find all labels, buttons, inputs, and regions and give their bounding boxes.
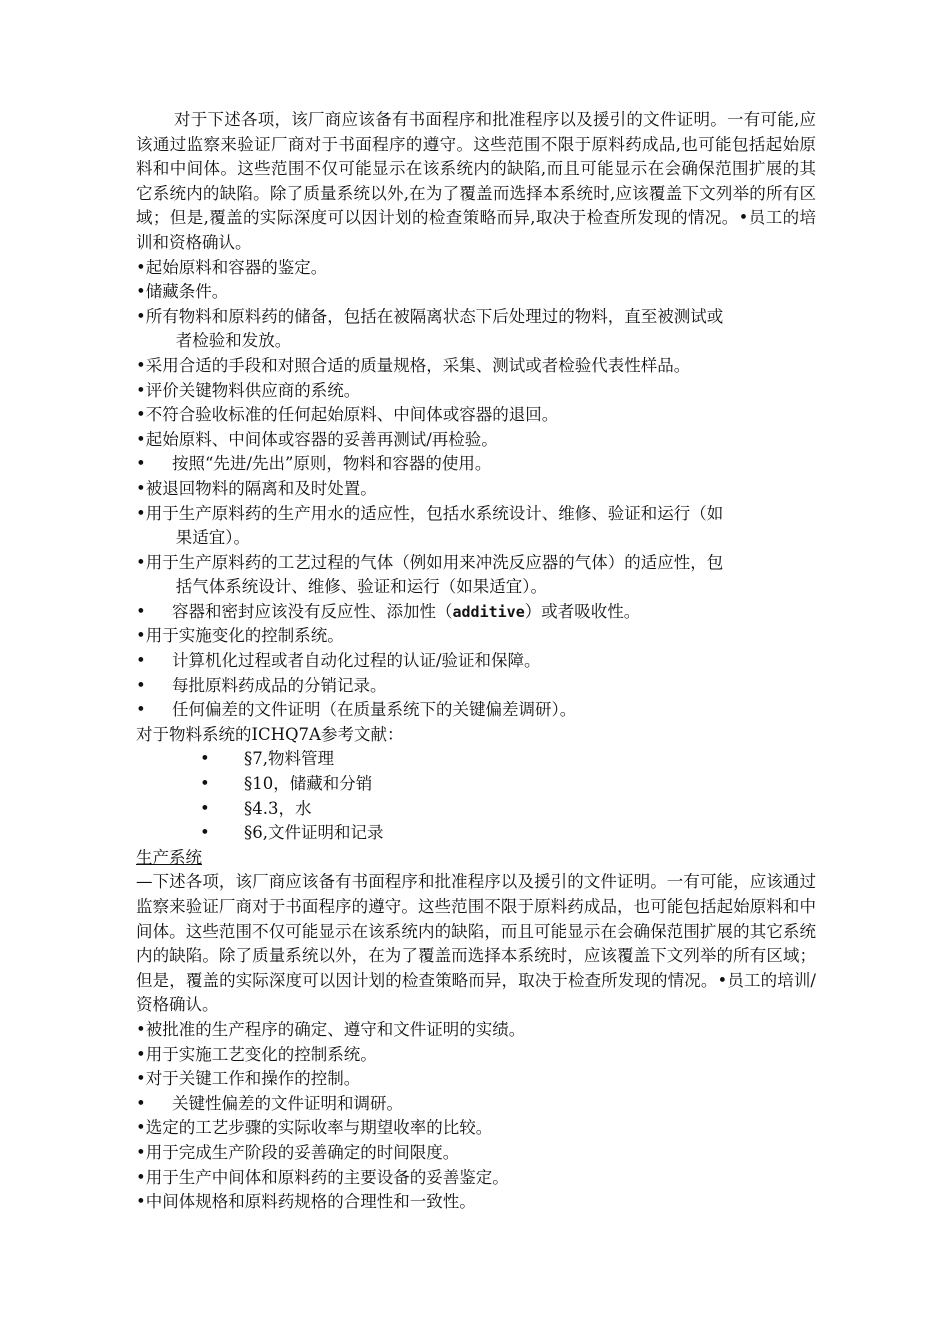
list-item: • 用于生产原料药的生产用水的适应性，包括水系统设计、维修、验证和运行（如 果适宜）。 <box>136 503 724 548</box>
reference-item: • §10，储藏和分销 <box>200 774 373 794</box>
section-heading: 生产系统 <box>136 847 202 867</box>
list-item: • 中间体规格和原料药规格的合理性和一致性。 <box>136 1192 476 1212</box>
list-item: • 被批准的生产程序的确定、遵守和文件证明的实绩。 <box>136 1019 526 1039</box>
list-item: • 对于关键工作和操作的控制。 <box>136 1069 361 1089</box>
section1-intro: 对于下述各项，该厂商应该备有书面程序和批准程序以及援引的文件证明。一有可能,应该通过监察来验证厂商对于书面程序的遵守。这些范围不限于原料药成品,也可能包括起始原料和中间体。这些范围不仅可能显示在该系统内的缺陷,而且可能显示在会确保范围扩展的其它系统内的缺陷。除了质量系统以外,在为了覆盖而选择本系统时,应该覆盖下文列举的所有区域；但是,覆盖的实际深度可以因计划的检查策略而异,取决于检查所发现的情况。•员工的培训和资格确认。 <box>136 110 816 252</box>
list-item: • 每批原料药成品的分销记录。 <box>136 675 387 695</box>
reference-item: • §7,物料管理 <box>200 749 334 769</box>
list-item: • 计算机化过程或者自动化过程的认证/验证和保障。 <box>136 651 541 671</box>
list-item: • 用于实施工艺变化的控制系统。 <box>136 1044 377 1064</box>
list-item: • 用于生产中间体和原料药的主要设备的妥善鉴定。 <box>136 1167 509 1187</box>
list-item: • 起始原料、中间体或容器的妥善再测试/再检验。 <box>136 429 498 449</box>
document-page <box>136 108 816 1215</box>
list-item: • 不符合验收标准的任何起始原料、中间体或容器的退回。 <box>136 405 559 425</box>
list-item: • 按照“先进/先出”原则，物料和容器的使用。 <box>136 454 492 474</box>
list-item: • 容器和密封应该没有反应性、添加性（additive）或者吸收性。 <box>136 601 641 621</box>
list-item: • 储藏条件。 <box>136 282 229 302</box>
list-item: • 被退回物料的隔离和及时处置。 <box>136 478 377 498</box>
list-item: • 用于完成生产阶段的妥善确定的时间限度。 <box>136 1142 460 1162</box>
reference-title: 对于物料系统的ICHQ7A参考文献： <box>136 724 404 744</box>
list-item: • 所有物料和原料药的储备，包括在被隔离状态下后处理过的物料，直至被测试或 者检验和发放。 <box>136 306 724 351</box>
list-item: • 任何偏差的文件证明（在质量系统下的关键偏差调研）。 <box>136 700 577 720</box>
list-item: • 采用合适的手段和对照合适的质量规格，采集、测试或者检验代表性样品。 <box>136 355 691 375</box>
list-item: • 起始原料和容器的鉴定。 <box>136 257 328 277</box>
list-item: • 用于实施变化的控制系统。 <box>136 626 344 646</box>
list-item: • 关键性偏差的文件证明和调研。 <box>136 1093 403 1113</box>
reference-item: • §4.3，水 <box>200 798 312 818</box>
list-item: • 用于生产原料药的工艺过程的气体（例如用来冲洗反应器的气体）的适应性，包 括气体系统设计、维修、验证和运行（如果适宜）。 <box>136 552 724 597</box>
section2-intro: —下述各项，该厂商应该备有书面程序和批准程序以及援引的文件证明。一有可能，应该通过监察来验证厂商对于书面程序的遵守。这些范围不限于原料药成品，也可能包括起始原料和中间体。这些范围不仅可能显示在该系统内的缺陷，而且可能显示在会确保范围扩展的其它系统内的缺陷。除了质量系统以外，在为了覆盖而选择本系统时，应该覆盖下文列举的所有区域；但是，覆盖的实际深度可以因计划的检查策略而异，取决于检查所发现的情况。•员工的培训/资格确认。 <box>136 872 816 1015</box>
list-item: • 评价关键物料供应商的系统。 <box>136 380 361 400</box>
reference-item: • §6,文件证明和记录 <box>200 823 384 843</box>
list-item: • 选定的工艺步骤的实际收率与期望收率的比较。 <box>136 1118 493 1138</box>
